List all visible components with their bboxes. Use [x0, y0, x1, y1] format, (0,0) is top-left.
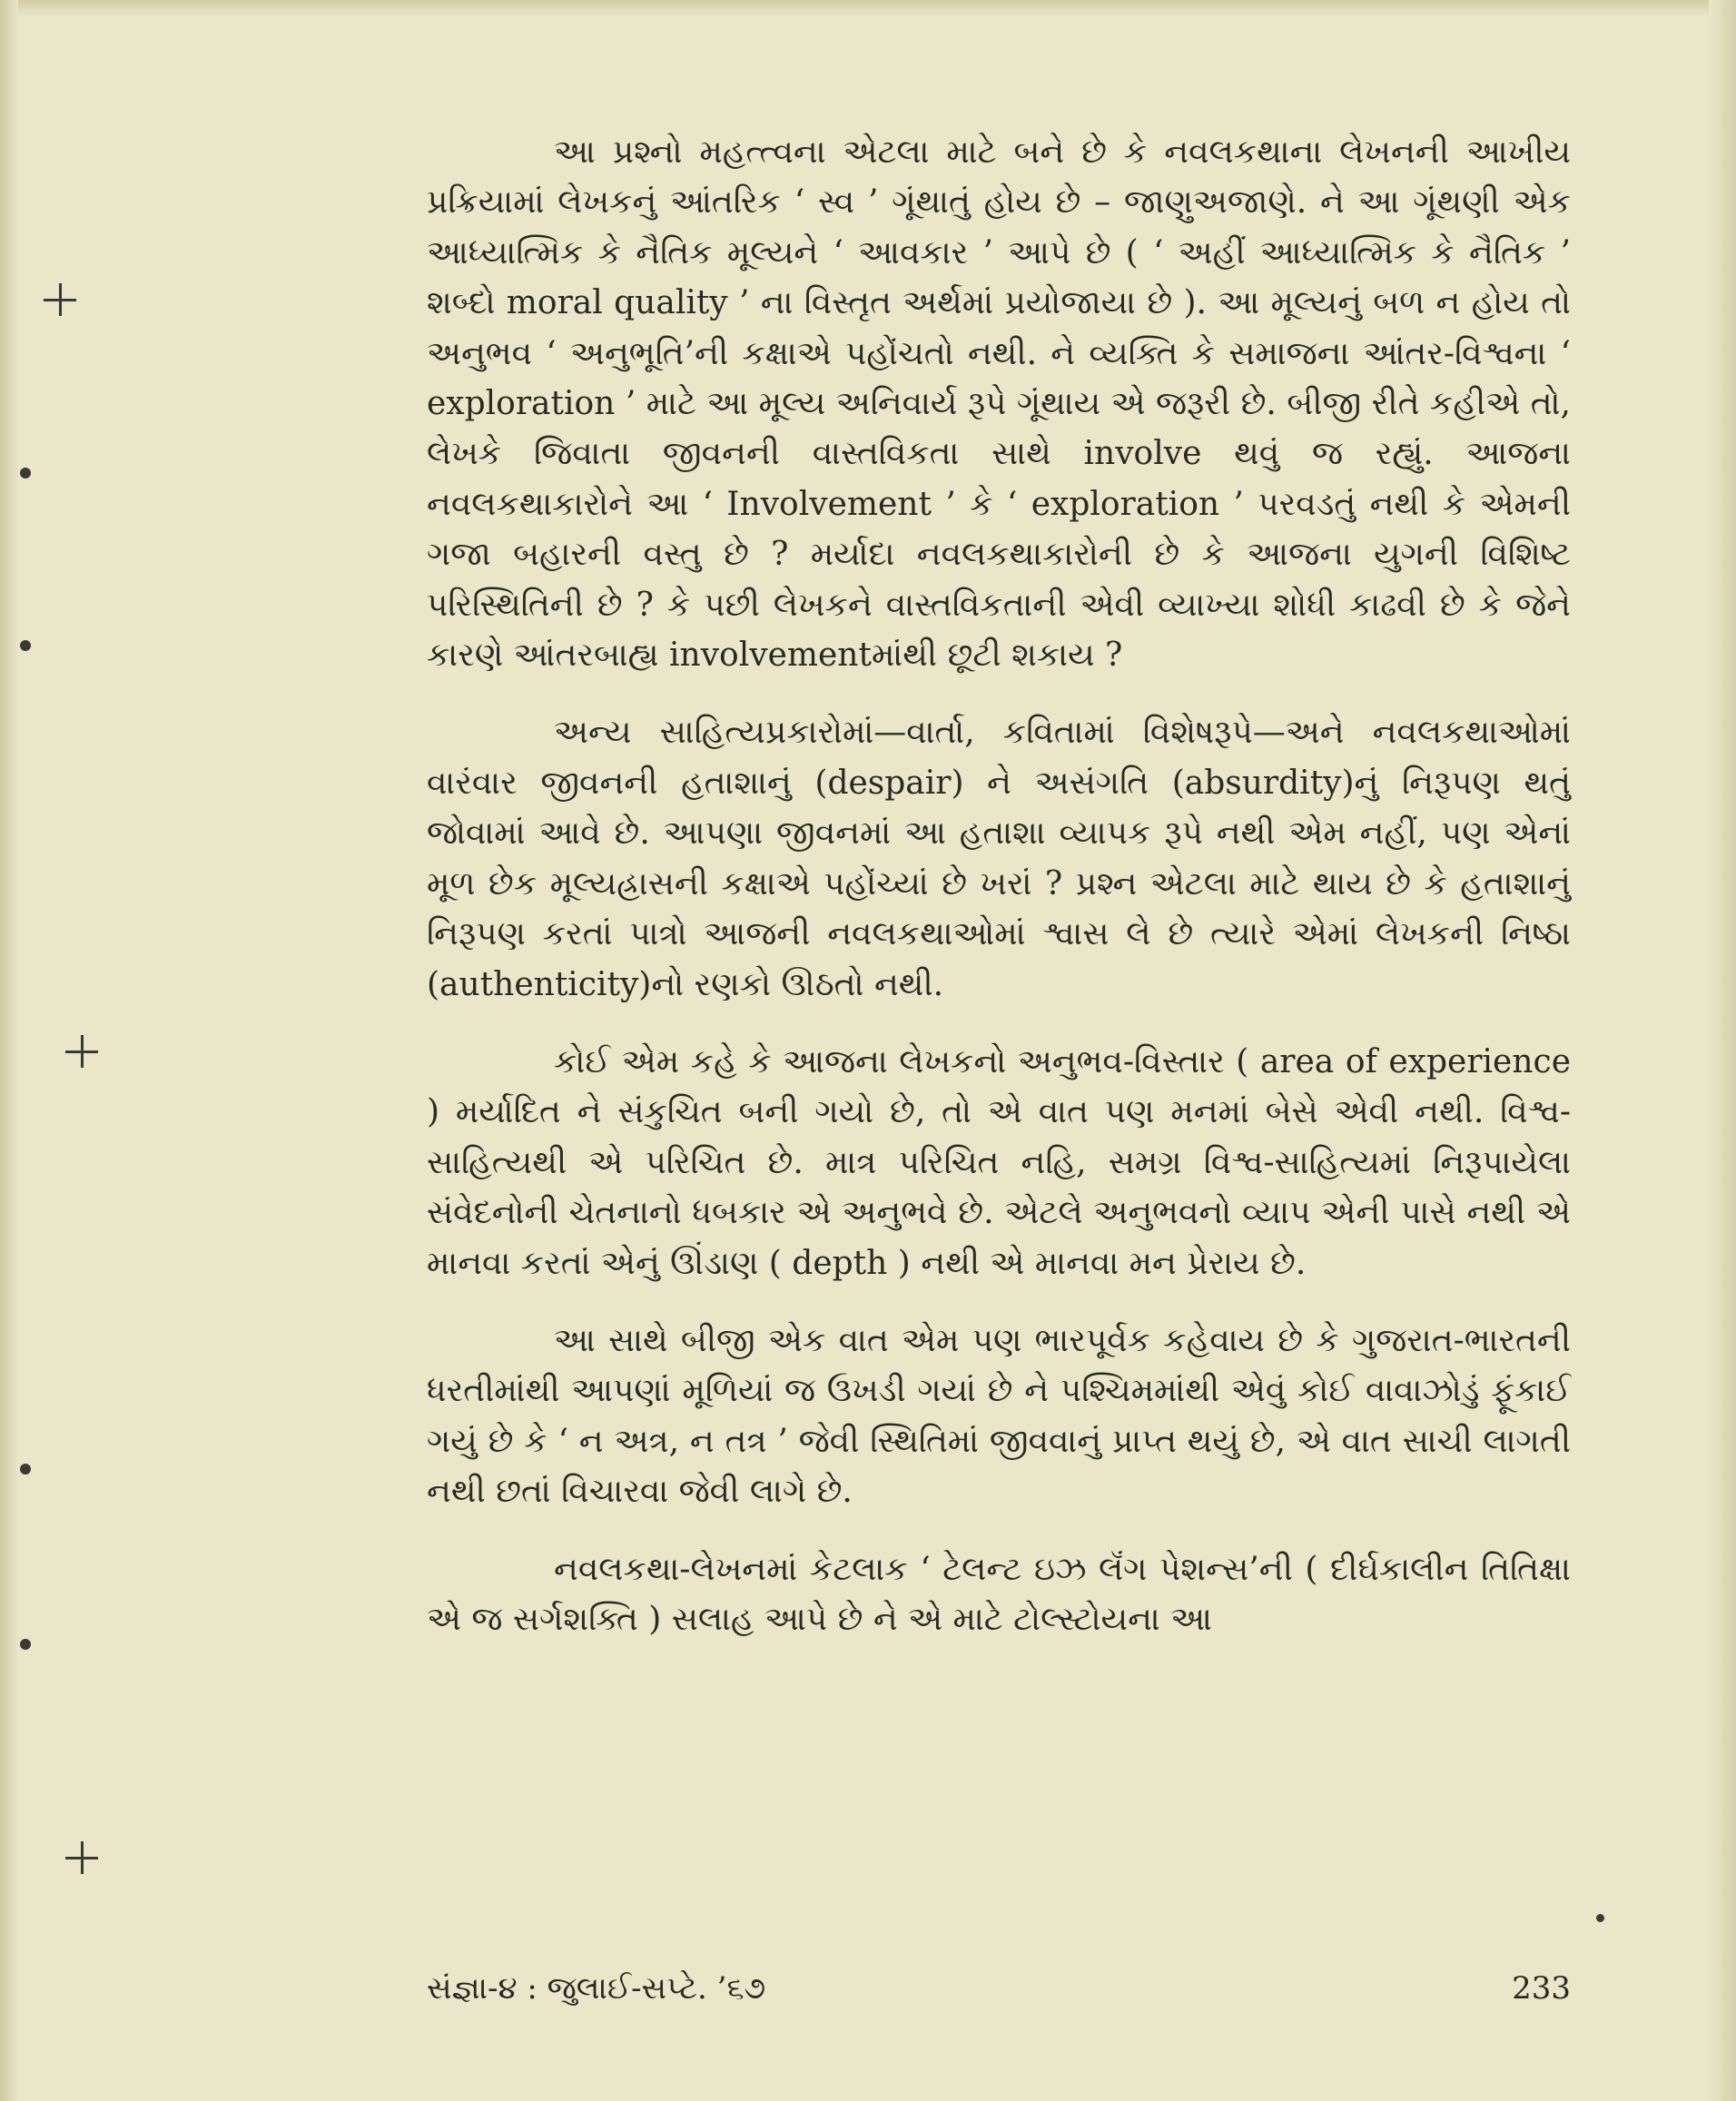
punch-hole-icon	[1596, 1914, 1604, 1922]
paragraph-3: કોઈ એમ કહે કે આજના લેખકનો અનુભવ-વિસ્તાર ( area of experience ) મર્યાદિત ને સંકુચિત બની ગયો છે, તો એ વાત પણ મનમાં બેસે એવી નથી. વિશ્વ-સાહિત્યથી એ પરિચિત છે. માત્ર પરિચિત નહિ, સમગ્ર વિશ્વ-સાહિત્યમાં નિરૂપાયેલા સંવેદનોની ચેતનાનો ધબકાર એ અનુભવે છે. એટલે અનુભવનો વ્યાપ એની પાસે નથી એ માનવા કરતાં એનું ઊંડાણ ( depth ) નથી એ માનવા મન પ્રેરાય છે.	[427, 1042, 1571, 1282]
registration-mark-icon	[44, 283, 76, 316]
punch-hole-icon	[20, 1639, 31, 1650]
page-body	[427, 127, 1571, 1672]
registration-mark-icon	[65, 1035, 98, 1068]
paragraph-5: નવલકથા-લેખનમાં કેટલાક ‘ ટેલન્ટ ઇઝ લૅંગ પેશન્સ’ની ( દીર્ઘકાલીન તિતિક્ષા એ જ સર્ગશક્તિ ) સલાહ આપે છે ને એ માટે ટોલ્સ્ટોયના આ	[427, 1550, 1571, 1638]
punch-hole-icon	[20, 468, 31, 478]
paragraph-2: અન્ય સાહિત્યપ્રકારોમાં—વાર્તા, કવિતામાં વિશેષરૂપે—અને નવલકથાઓમાં વારંવાર જીવનની હતાશાનું (despair) ને અસંગતિ (absurdity)નું નિરૂપણ થતું જોવામાં આવે છે. આપણા જીવનમાં આ હતાશા વ્યાપક રૂપે નથી એમ નહીં, પણ એનાં મૂળ છેક મૂલ્યહ્રાસની કક્ષાએ પહોંચ્યાં છે ખરાં ? પ્રશ્ન એટલા માટે થાય છે કે હતાશાનું નિરૂપણ કરતાં પાત્રો આજની નવલકથાઓમાં શ્વાસ લે છે ત્યારે એમાં લેખકની નિષ્ઠા (authenticity)નો રણકો ઊઠતો નથી.	[427, 714, 1571, 1003]
scan-edge-top	[0, 0, 1736, 16]
page-number: 233	[1512, 1970, 1571, 2007]
scan-edge-right	[1709, 0, 1736, 2101]
punch-hole-icon	[20, 1464, 31, 1475]
punch-hole-icon	[20, 640, 31, 651]
page-footer	[427, 1970, 1571, 2007]
footer-journal-issue: સંજ્ઞા-૪ : જુલાઈ-સપ્ટે. ’૬૭	[427, 1970, 766, 2007]
paragraph-4: આ સાથે બીજી એક વાત એમ પણ ભારપૂર્વક કહેવાય છે કે ગુજરાત-ભારતની ધરતીમાંથી આપણાં મૂળિયાં જ ઉખડી ગયાં છે ને પશ્ચિમમાંથી એવું કોઈ વાવાઝોડું ફૂંકાઈ ગયું છે કે ‘ ન અત્ર, ન તત્ર ’ જેવી સ્થિતિમાં જીવવાનું પ્રાપ્ત થયું છે, એ વાત સાચી લાગતી નથી છતાં વિચારવા જેવી લાગે છે.	[427, 1321, 1571, 1511]
registration-mark-icon	[65, 1841, 98, 1874]
paragraph-1: આ પ્રશ્નો મહત્ત્વના એટલા માટે બને છે કે નવલકથાના લેખનની આખીય પ્રક્રિયામાં લેખકનું આંતરિક ‘ સ્વ ’ ગૂંથાતું હોય છે – જાણુઅજાણે. ને આ ગૂંથણી એક આધ્યાત્મિક કે નૈતિક મૂલ્યને ‘ આવકાર ’ આપે છે ( ‘ અહીં આધ્યાત્મિક કે નૈતિક ’ શબ્દો moral quality ’ ના વિસ્તૃત અર્થમાં પ્રયોજાયા છે ). આ મૂલ્યનું બળ ન હોય તો અનુભવ ‘ અનુભૂતિ’ની કક્ષાએ પહોંચતો નથી. ને વ્યક્તિ કે સમાજના આંતર-વિશ્વના ‘ exploration ’ માટે આ મૂલ્ય અનિવાર્ય રૂપે ગૂંથાય એ જરૂરી છે. બીજી રીતે કહીએ તો, લેખકે જિવાતા જીવનની વાસ્તવિકતા સાથે involve થવું જ રહ્યું. આજના નવલકથાકારોને આ ‘ Involvement ’ કે ‘ exploration ’ પરવડતું નથી કે એમની ગજા બહારની વસ્તુ છે ? મર્યાદા નવલકથાકારોની છે કે આજના યુગની વિશિષ્ટ પરિસ્થિતિની છે ? કે પછી લેખકને વાસ્તવિકતાની એવી વ્યાખ્યા શોધી કાઢવી છે કે જેને કારણે આંતરબાહ્ય involvementમાંથી છૂટી શકાય ?	[427, 133, 1571, 675]
scan-edge-left	[0, 0, 18, 2101]
